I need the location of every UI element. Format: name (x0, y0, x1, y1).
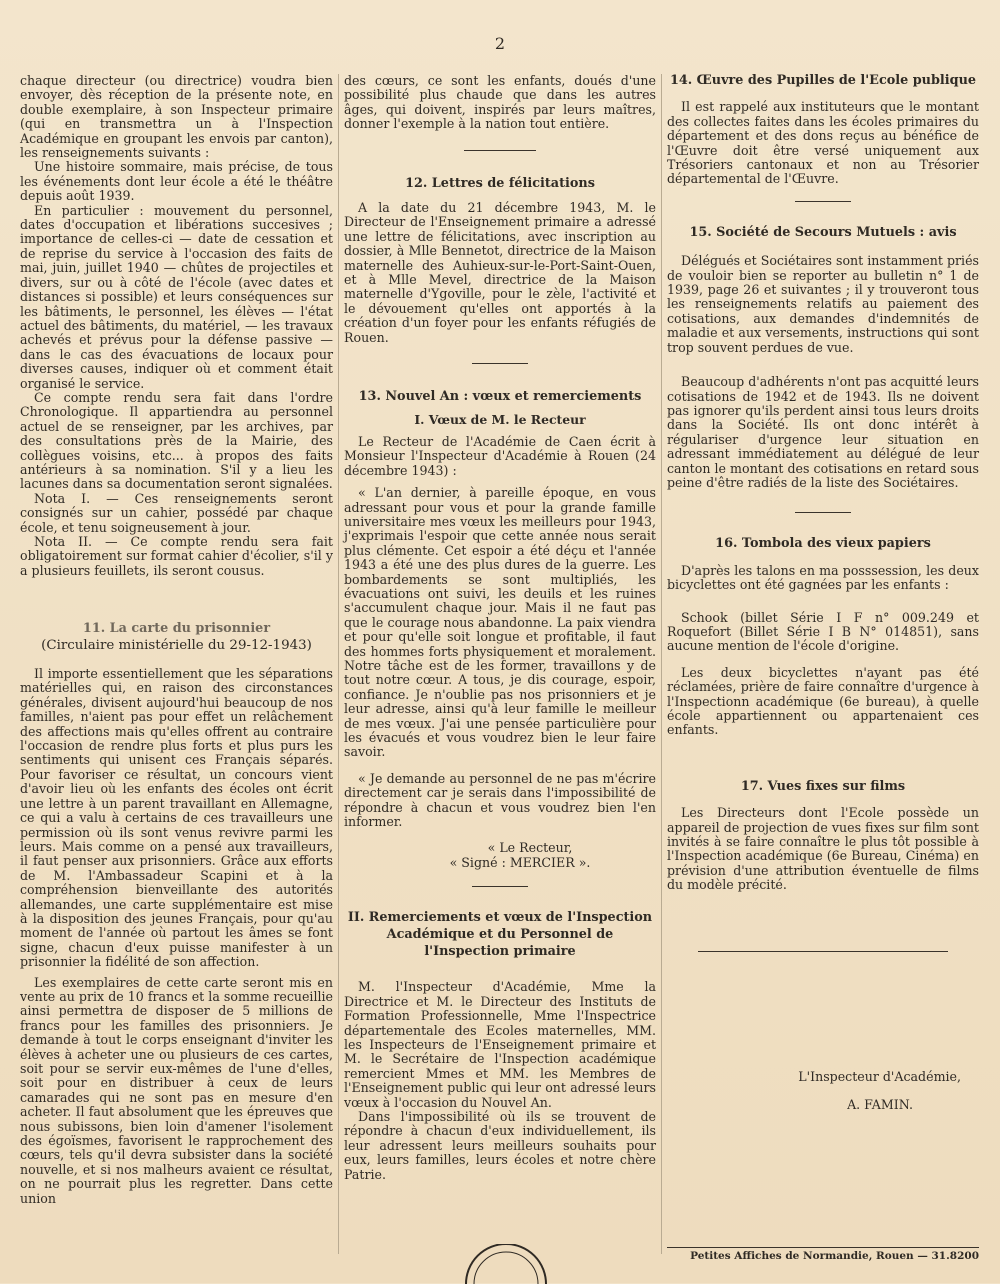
footer-rule (667, 1247, 979, 1248)
section-heading-12: 12. Lettres de félicitations (405, 175, 595, 191)
section-heading-16: 16. Tombola des vieux papiers (715, 536, 931, 552)
paragraph: Dans l'impossibilité où ils se trouvent de répondre à chacun d'eux individuellement, ils leur adressent leurs meilleurs souhaits pour eux, leurs familles, leurs écoles et notre chère Patrie. (344, 1108, 656, 1182)
section-heading-17: 17. Vues fixes sur films (740, 778, 906, 794)
section-heading-11: 11. La carte du prisonnier (82, 621, 271, 637)
paragraph: Nota I. — Ces renseignements seront consignés sur un cahier, possédé par chaque école, et tenu soigneusement à jour. (20, 490, 333, 535)
section-heading-13-part2: II. Remerciements et vœux de l'Inspection Académique et du Personnel de l'Inspection primaire (347, 910, 653, 960)
paragraph: Les exemplaires de cette carte seront mis en vente au prix de 10 francs et la somme recueillie ainsi permettra de disposer de 5 millions de francs pour les familles des prisonniers. Je demande à tout le corps enseignant d'inviter les élèves à acheter une ou plusieurs de ces cartes, soit pour se servir eux-mêmes de l'une d'elles, soit pour en distribuer à ceux de leurs camarades qui ne sont pas en mesure d'en acheter. Il faut absolument que les épreuves que nous subissons, bien loin d'amener l'isolement des égoïsmes, favorisent le rapprochement des cœurs, tels qu'il devra subsister dans la société nouvelle, et si nos malheurs avaient ce résultat, on ne pourrait plus les regretter. Dans cette union (20, 974, 333, 1206)
paragraph: Les Directeurs dont l'Ecole possède un appareil de projection de vues fixes sur film sont invités à se faire connaître le plus tôt possible à l'Inspection académique (6e Bureau, Cinéma) en prévision d'une attribution éventuelle de films du modèle précité. (667, 805, 979, 893)
paragraph: A la date du 21 décembre 1943, M. le Directeur de l'Enseignement primaire a adressé une lettre de félicitations, avec inscription au dossier, à Mlle Bennetot, directrice de la Maison maternelle des Auhieux-sur-le-Port-Saint-Ouen, et à Mlle Mevel, directrice de la Maison maternelle d'Ygoville, pour le zèle, l'activité et le dévouement qu'elles ont apportés à la création d'un foyer pour les enfants réfugiés de Rouen. (344, 200, 656, 345)
paragraph: M. l'Inspecteur d'Académie, Mme la Directrice et M. le Directeur des Instituts de Formation Professionnelle, Mme l'Inspectrice départementale des Ecoles maternelles, MM. les Inspecteurs de l'Enseignement primaire et M. le Secrétaire de l'Inspection académique remercient Mmes et MM. les Membres de l'Enseignement public qui leur ont adressé leurs vœux à l'occasion du Nouvel An. (344, 979, 656, 1110)
paragraph: chaque directeur (ou directrice) voudra bien envoyer, dès réception de la présente note, en double exemplaire, à son Inspecteur primaire (qui en transmettra un à l'Inspection Académique en groupant les envois par canton), les renseignements suivants : (20, 73, 333, 161)
paragraph: D'après les talons en ma posssession, les deux bicyclettes ont été gagnées par les enfants : (667, 562, 979, 593)
column-divider (338, 74, 339, 1254)
signature-line: « Signé : MERCIER ». (449, 854, 591, 870)
paragraph: Le Recteur de l'Académie de Caen écrit à Monsieur l'Inspecteur d'Académie à Rouen (24 décembre 1943) : (344, 433, 656, 478)
paragraph: Beaucoup d'adhérents n'ont pas acquitté leurs cotisations de 1942 et de 1943. Ils ne doivent pas ignorer qu'ils perdent ainsi tous leurs droits dans la Société. Ils ont donc intérêt à régulariser d'urgence leur situation en adressant immédiatement au délégué de leur canton le montant des cotisations en retard sous peine d'être radiés de la liste des Sociétaires. (667, 374, 979, 490)
signature-title: L'Inspecteur d'Académie, (798, 1068, 961, 1084)
paragraph: Une histoire sommaire, mais précise, de tous les événements dont leur école a été le théâtre depuis août 1939. (20, 159, 333, 204)
signature-line: « Le Recteur, (487, 840, 573, 856)
section-subheading: I. Vœux de M. le Recteur (414, 411, 586, 427)
paragraph: Il importe essentiellement que les séparations matérielles qui, en raison des circonstances générales, divisent aujourd'hui beaucoup de nos familles, n'aient pas pour effet un relâchement des affections mais qu'elles offrent au contraire l'occasion de rendre plus forts et plus purs les sentiments qui unisent ces Français séparés. Pour favoriser ce résultat, un concours vient d'avoir lieu où les enfants des écoles ont écrit une lettre à un parent travaillant en Allemagne, ce qui a valu à certains de ces travailleurs une permission où ils sont venus revivre parmi les leurs. Mais comme on a pensé aux travailleurs, il faut penser aux prisonniers. Grâce aux efforts de M. l'Ambassadeur Scapini et à la compréhension bienveillante des autorités allemandes, une carte supplémentaire est mise à la disposition des jeunes Français, pour qu'au moment de l'année où partout les âmes se font signe, chacun d'eux puisse manifester à un prisonnier la fidélité de son affection. (20, 666, 333, 970)
paragraph: « L'an dernier, à pareille époque, en vous adressant pour vous et pour la grande famille universitaire mes vœux les meilleurs pour 1943, j'exprimais l'espoir que cette année nous serait plus clémente. Cet espoir a été déçu et l'année 1943 a été une des plus dures de la guerre. Les bombardements se sont multipliés, les évacuations ont suivi, les deuils et les ruines s'accumulent chaque jour. Mais il ne faut pas que le courage nous abandonne. La paix viendra et pour qu'elle soit longue et profitable, il faut des hommes forts physiquement et moralement. Notre tâche est de les former, travaillons y de tout notre cœur. A tous, je dis courage, espoir, confiance. Je n'oublie pas nos prisonniers et je leur adresse, ainsi qu'à leur famille le meilleur de mes vœux. J'ai une pensée particulière pour les évacués et vous voudrez bien le leur faire savoir. (344, 485, 656, 760)
paragraph: En particulier : mouvement du personnel, dates d'occupation et libérations succesives ; importance de celles-ci — date de cessation et de reprise du service à l'occasion des faits de mai, juin, juillet 1940 — chûtes de projectiles et divers, sur ou à côté de l'école (avec dates et distances si possible) et leurs conséquences sur les bâtiments, le personnel, les élèves — l'état actuel des bâtiments, du matériel, — les travaux achevés et prévus pour la défense passive — dans le cas des évacuations de locaux pour diverses causes, indiquer où et comment était organisé le service. (20, 202, 333, 391)
column-middle (344, 74, 656, 1182)
paragraph: « Je demande au personnel de ne pas m'écrire directement car je serais dans l'impossibilité de répondre à chacun et vous voudrez bien l'en informer. (344, 770, 656, 830)
paragraph: des cœurs, ce sont les enfants, doués d'une possibilité plus chaude que dans les autres âges, qui doivent, inspirés par leurs maîtres, donner l'exemple à la nation tout entière. (344, 73, 656, 132)
library-stamp (458, 1244, 554, 1284)
printer-footer: Petites Affiches de Normandie, Rouen — 31.8200 (690, 1250, 979, 1262)
signature-name: A. FAMIN. (847, 1097, 913, 1113)
section-subheading: (Circulaire ministérielle du 29-12-1943) (41, 637, 312, 653)
section-heading-14: 14. Œuvre des Pupilles de l'Ecole publique (669, 73, 977, 88)
section-heading-15: 15. Société de Secours Mutuels : avis (689, 224, 957, 240)
paragraph: Nota II. — Ce compte rendu sera fait obligatoirement sur format cahier d'écolier, s'il y a plusieurs feuillets, ils seront cousus. (20, 534, 333, 578)
section-heading-13: 13. Nouvel An : vœux et remerciements (358, 389, 642, 405)
paragraph: Il est rappelé aux instituteurs que le montant des collectes faites dans les écoles primaires du département et des dons reçus au bénéfice de l'Œuvre doit être versé uniquement aux Trésoriers cantonaux et non au Trésorier départemental de l'Œuvre. (667, 99, 979, 187)
paragraph: Ce compte rendu sera fait dans l'ordre Chronologique. Il appartiendra au personnel actuel de se renseigner, par les archives, par des consultations près de la Mairie, des collègues voisins, etc... à propos des faits antérieurs à sa nomination. S'il y a lieu les lacunes dans sa documentation seront signalées. (20, 389, 333, 492)
column-divider (661, 74, 662, 1254)
column-left (20, 74, 333, 1206)
paragraph: Délégués et Sociétaires sont instamment priés de vouloir bien se reporter au bulletin n° 1 de 1939, page 26 et suivantes ; il y trouveront tous les renseignements relatifs au paiement des cotisations, aux demandes d'indemnités de maladie et aux versements, instructions qui sont trop souvent perdues de vue. (667, 253, 979, 355)
paragraph: Schook (billet Série I F n° 009.249 et Roquefort (Billet Série I B N° 014851), sans aucune mention de l'école d'origine. (667, 609, 979, 654)
column-right (667, 74, 979, 1112)
page-number: 2 (494, 34, 506, 53)
paragraph: Les deux bicyclettes n'ayant pas été réclamées, prière de faire connaître d'urgence à l'Inspectionn académique (6e bureau), à quelle école appartiennent ou appartenaient ces enfants. (667, 664, 979, 738)
